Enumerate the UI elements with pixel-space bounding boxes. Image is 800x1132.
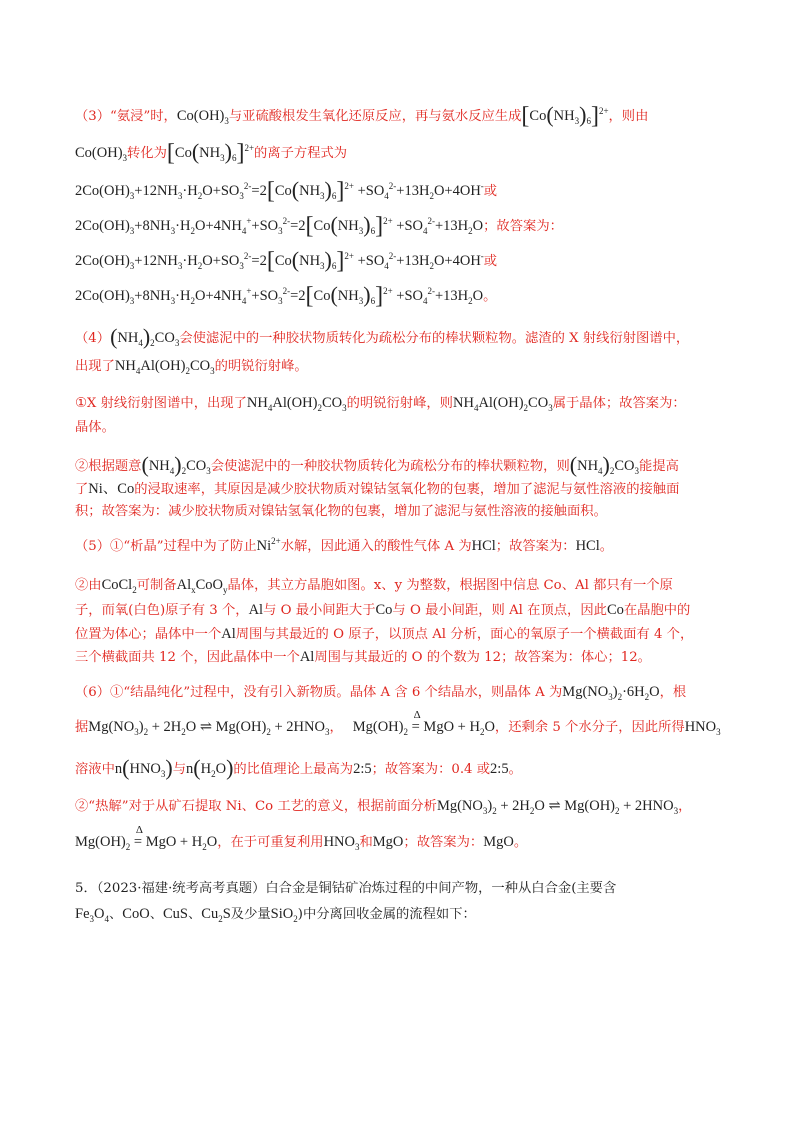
q3-line-1: （3）“氨浸”时，$Co(OH)_3$与亚硫酸根发生氧化还原反应，再与氨水反应生成$[Co(NH_3)_6]^{2+}$，则由 <box>75 102 649 129</box>
q5-line-5: 三个横截面共 12 个，因此晶体中一个Al周围与其最近的 O 的个数为 12；故答案为：体心；12。 <box>75 649 651 665</box>
q5-line-3: 子，而氧(白色)原子有 3 个，Al与 O 最小间距大于Co与 O 最小间距，则 Al 在顶点，因此Co在晶胞中的 <box>75 602 691 618</box>
q5-line-2: ②由CoCl$_2$可制备$Al_xCoO_y$晶体，其立方晶胞如图。x、y 为整数，根据图中信息 Co、Al 都只有一个原 <box>75 577 673 595</box>
q4-line-1: $(4)(NH_4)_2CO_3$会使滤泥中的一种胶状物质转化为疏松分布的棒状颗粒物。滤渣的 X 射线衍射图谱中， <box>75 324 690 349</box>
q4-answer-1: ①X 射线衍射图谱中，出现了$NH_4Al(OH)_2CO_3$的明锐衍射峰，则$NH_4Al(OH)_2CO_3$属于晶体；故答案为： <box>75 395 686 413</box>
q4-answer-2b: 了Ni、Co的浸取速率，其原因是减少胶状物质对镍钴氢氧化物的包裹，增加了滤泥与氨性溶液的接触面 <box>75 481 680 497</box>
q6-line-1: （6）①“结晶纯化”过程中，没有引入新物质。晶体 A 含 6 个结晶水，则晶体 A 为$Mg(NO_3)_2\cdot 6H_2O$，根 <box>75 684 687 702</box>
q4-answer-2: ②根据题意$(NH_4)_2CO_3$会使滤泥中的一种胶状物质转化为疏松分布的棒状颗粒物，则$(NH_4)_2CO_3$能提高 <box>75 452 679 477</box>
q5-line-1: （5）①“析晶”过程中为了防止$Ni^{2+}$水解，因此通入的酸性气体 A 为HCl；故答案为：HCl。 <box>75 536 614 554</box>
q7-line-2: $Fe_3O_4$、CoO、CuS、$Cu_2S$及少量SiO$_2$)中分离回收金属的流程如下： <box>75 906 476 924</box>
q3-line-2: $Co(OH)_3$转化为$[Co(NH_3)_6]^{2+}$的离子方程式为 <box>75 139 348 166</box>
q4-line-2: 出现了$NH_4Al(OH)_2CO_3$的明锐衍射峰。 <box>75 358 308 376</box>
q6-line-3: 溶液中$n(HNO_3)$与$n(H_2O)$的比值理论上最高为2:5；故答案为：0.4 或2:5。 <box>75 755 522 780</box>
q6-line-2: 据$Mg(NO_3)_2 + 2H_2O$ ⇌ $Mg(OH)_2 + 2HNO_3$， $Mg(OH)_2$ Δ = MgO + $H_2O$，还剩余 5 个水分子，因此所得$HNO_3$ <box>75 709 721 737</box>
q6-answer-2: ②“热解”对于从矿石提取 Ni、Co 工艺的意义，根据前面分析$Mg(NO_3)_2 + 2H_2O$ ⇌ $Mg(OH)_2 + 2HNO_3$， <box>75 798 692 816</box>
q7-line-1: 5．（2023·福建·统考高考真题）白合金是铜钴矿冶炼过程的中间产物，一种从白合金(主要含 <box>75 881 617 896</box>
q4-answer-1b: 晶体。 <box>75 420 115 435</box>
q4-answer-2c: 积；故答案为：减少胶状物质对镍钴氢氧化物的包裹，增加了滤泥与氨性溶液的接触面积。 <box>75 504 607 519</box>
q3-equation-1: $2Co(OH)_3+12NH_3\cdot H_2O+SO_3^{2-}=2[Co(NH_3)_6]^{2+} +SO_4^{2-}+13H_2O+4OH^-$或 <box>75 177 498 204</box>
q6-answer-2b: $Mg(OH)_2$ Δ = MgO + $H_2O$，在于可重复利用$HNO_3$和MgO；故答案为：MgO。 <box>75 824 528 852</box>
q3-equation-3: $2Co(OH)_3+12NH_3\cdot H_2O+SO_3^{2-}=2[Co(NH_3)_6]^{2+} +SO_4^{2-}+13H_2O+4OH^-$或 <box>75 247 498 274</box>
q5-line-4: 位置为体心；晶体中一个Al周围与其最近的 O 原子，以顶点 Al 分析，面心的氧原子一个横截面有 4 个， <box>75 626 694 642</box>
q3-equation-4: $2Co(OH)_3+8NH_3\cdot H_2O+4NH_4^++SO_3^{2-}=2[Co(NH_3)_6]^{2+} +SO_4^{2-}+13H_2O$。 <box>75 282 497 309</box>
q3-equation-2: $2Co(OH)_3+8NH_3\cdot H_2O+4NH_4^++SO_3^{2-}=2[Co(NH_3)_6]^{2+} +SO_4^{2-}+13H_2O$；故答案为： <box>75 212 563 239</box>
